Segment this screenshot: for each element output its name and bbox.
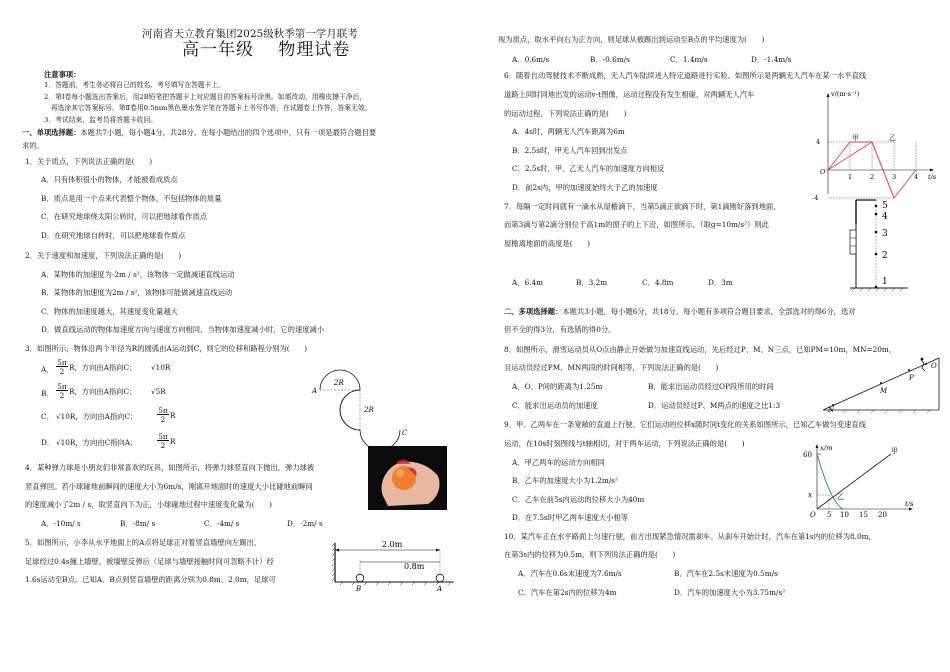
q4-option-b: B．-8m/ s	[120, 519, 156, 528]
q4-option-a: A．-10m/ s	[41, 519, 81, 528]
q8-label-m: M	[880, 387, 888, 395]
q4-option-c: C．-4m/ s	[204, 519, 240, 528]
q6-option-d: D．前2s内，甲的加速度始终大于乙的加速度	[512, 183, 658, 192]
q7-option-b: B．3.2m	[576, 278, 608, 287]
notes-heading: 注意事项：	[44, 70, 81, 79]
exam-title-line2: 高一年级 物理试卷	[182, 40, 351, 60]
q8-label-n: N	[828, 406, 835, 414]
right-column	[498, 0, 948, 672]
q4-line1: 4．某种弹力球是小朋友们非常喜欢的玩具，如图所示，将弹力球竖直向下抛出，弹力球被	[25, 463, 315, 472]
q10-option-d: D．汽车的加速度大小为3.75m/s²	[674, 588, 786, 597]
q4-line2: 竖直弹回。若小球碰地前瞬间的速度大小为6m/s，刚离开地面时的速度大小比碰地前瞬间	[25, 482, 313, 491]
q8-option-d: D．运动员经过P、M两点的速度之比1:3	[648, 401, 781, 410]
q5-line3: 1.6s运动至B点。已知A、B点到竖直墙壁的距离分别为0.8m、2.0m，足球可	[25, 575, 276, 584]
q9-tick-5: 5	[827, 511, 832, 519]
note-2: 2．第Ⅰ卷每小题选出答案后，用2B铅笔把答题卡上对应题目的答案标号涂黑。如需改动，用橡皮擦干净后，	[44, 93, 367, 101]
q2-option-c: C．物体的加速度越大，其速度变化量越大	[41, 307, 178, 316]
q6-ylabel: v/(m·s⁻¹)	[831, 90, 860, 98]
q8-slope-figure	[823, 356, 943, 414]
exam-title-line1: 河南省天立教育集团2025级秋季第一学月联考	[142, 28, 358, 40]
q8-label-p: P	[909, 374, 914, 382]
q6-line2: 道路上同时同地出发的运动v-t图像，运动过程没有发生相碰，对两辆无人汽车	[504, 90, 755, 99]
q6-line1: 6．随着自动驾驶技术不断成熟，无人汽车陆续进入特定道路进行实验。如图所示是两辆无人汽车在某一水平直线	[504, 71, 867, 80]
q9-tick-10: 10	[840, 511, 849, 519]
section1-heading: 一、单项选择题：	[22, 128, 81, 137]
q9-line1: 9．甲、乙两车在一条宽敞的直道上行驶，它们运动的位移x随时间t变化的关系如图所示，已知乙车做匀变速直线	[504, 420, 866, 429]
q8-line2: 且运动员经过PM、MN两段的时间相等，下列说法正确的是( )	[504, 363, 719, 372]
q7-option-a: A．6.4m	[512, 278, 544, 287]
q10-line1: 10．某汽车正在水平路面上匀速行驶，前方出现紧急情况需刹车。从刹车开始计时，汽车在第1s内的位移为8.0m，	[504, 532, 876, 541]
q5-label-b: B	[356, 585, 362, 593]
q3-label-c: C	[402, 429, 408, 437]
q6-tick-v-4: 4	[816, 138, 821, 146]
q7-drop-2: 2	[882, 251, 888, 261]
section1-intro	[22, 128, 376, 137]
q2-option-d: D．做直线运动的物体加速度方向与速度方向相同，当物体加速度减小时，它的速度减小	[41, 325, 325, 334]
q1-option-a: A．只有体积很小的物体，才能被看成质点	[41, 175, 178, 184]
section2-intro	[504, 307, 856, 316]
q5-distance-0.8m: 0.8m	[404, 562, 425, 571]
q6-label-yi: 乙	[889, 134, 896, 142]
q5-option-a: A．0.6m/s	[512, 55, 550, 64]
q9-option-a: A．甲乙两车的运动方向相同	[512, 458, 605, 467]
note-2b: 再选涂其它答案标号。第Ⅱ卷用0.5mm黑色墨水签字笔在答题卡上书写作答，在试题卷上作答，答案无效。	[44, 104, 372, 112]
q10-line2: 在第3s内的位移为0.5m，则下列说法正确的是( )	[504, 550, 676, 559]
q8-option-b: B．能求出运动员经过OP段所用的时间	[648, 382, 774, 391]
section2-intro2: 但不全的得3分，有选错的得0分。	[504, 325, 616, 334]
q9-xt-graph	[803, 443, 915, 519]
q9-xlabel: t/s	[905, 500, 914, 508]
q6-option-c: C．2.5s时，甲、乙无人汽车的加速度方向相反	[512, 164, 665, 173]
left-column: 河南省天立教育集团2025级秋季第一学月联考 高一年级 物理试卷 注意事项： 1．答题前，考生务必将自己的姓名、考号填写在答题卡上。 2．第Ⅰ卷每小题选出答案后，用2B铅笔把答题卡上对应题目的答案标号涂黑。如需改动，用橡皮擦干净后， 再选涂其它答案标号。第Ⅱ卷用0.5mm黑色墨水签字笔在答题卡上书写作答，在试题卷上作答，答案无效。 3．考试结束，监考员将答题卡收回。 一、单项选择题：本题共7小题，每小题4分，共28分。在每小题给出的四个选项中，只有一项是最符合题目要 求的。 1．关于质点，下列说法正确的是( ) A．只有体积很小的物体，才能被看成质点 B．质点是用一个点来代表整个物体，不包括物体的质量 C．在研究地球绕太阳公转时，可以把地球看作质点 D．在研究地球自转时，可以把地球看作质点 2．关于速度和加速度，下列说法正确的是( ) A．某物体的加速度为-2m / s²，该物体一定做减速直线运动 B．某物体的加速度为2m / s²，该物体可能做减速直线运动 C．物体的加速度越大，其速度变化量越大 D．做直线运动的物体加速度方向与速度方向相同，当物体加速度减小时，它的速度减小 3．如图所示，物体沿两个半径为R的圆弧由A运动到C，则它的位移和路程分别为( ) A． 5π 2 R，方向由A指向C； √10R B． 5π 2 R，方向由A指向C； √5R C． √10R，方向由A指向C； 5π 2 R D． √10R，方向由C指向A； 5π 2 R 2R 2R A C 4．某种弹力球是小朋友们非常喜欢的玩具，如图所示，将弹力球竖直向下抛出，弹力球被 竖直弹回。若小球碰地前瞬间的速度大小为6m/s，刚离开地面时的速度大小比碰地前瞬间 的速度减小了2m / s，取竖直向下为正，小球碰地过程中速度变化量为( ) A．-10m/ s B．-8m/ s C．-4m/ s D．-2m/ s 5．如图所示，小李从水平地面上的A点将足球正对着竖直墙壁向左踢出， 足球经过0.4s撞上墙壁，被墙壁反弹后（足球与墙壁接触时间可忽略不计）经 1.6s运动至B点。已知A、B点到竖直墙壁的距离分别为0.8m、2.0m，足球可 2.0m 0.8m B A	[22, 0, 472, 672]
q6-option-b: B．2.5s时，甲无人汽车回到出发点	[512, 146, 628, 155]
q3-label-a: A	[312, 387, 318, 395]
q6-label-jia: 甲	[852, 134, 859, 142]
q6-origin: O	[820, 168, 826, 176]
q3-stem: 3．如图所示，物体沿两个半径为R的圆弧由A运动到C，则它的位移和路程分别为( )	[25, 344, 308, 353]
q9-ylabel: x/m	[820, 444, 833, 452]
q9-option-d: D．在7.5s时甲乙两车速度大小相等	[512, 513, 629, 522]
q7-option-d: D．3m	[708, 278, 733, 287]
q2-option-a: A．某物体的加速度为-2m / s²，该物体一定做减速直线运动	[41, 270, 235, 279]
q1-option-c: C．在研究地球绕太阳公转时，可以把地球看作质点	[41, 212, 208, 221]
q9-tick-60: 60	[803, 451, 812, 459]
bouncy-ball-photo	[368, 446, 447, 510]
q4-option-d: D．-2m/ s	[287, 519, 323, 528]
q7-line3: 屋檐离地面的高度是( )	[504, 239, 590, 248]
q7-drop-4: 4	[882, 212, 888, 222]
note-3: 3．考试结束，监考员将答题卡收回。	[44, 116, 158, 124]
q6-tick-t-3: 3	[892, 173, 897, 181]
q8-option-c: C．能求出运动员的加速度	[512, 401, 598, 410]
q7-line1: 7．每隔一定时间就有一滴水从屋檐滴下，当第5滴正欲滴下时，第1滴刚好落到地面，	[504, 202, 781, 211]
q10-option-c: C．汽车在第2s内的位移为4m	[518, 588, 617, 597]
q9-label-yi: 乙	[837, 493, 844, 501]
q8-option-a: A．O、P间的距离为1.25m	[512, 382, 603, 391]
q6-tick-t-2: 2	[870, 173, 875, 181]
q9-option-c: C．乙车在前5s内运动的位移大小为40m	[512, 495, 645, 504]
q1-stem: 1．关于质点，下列说法正确的是( )	[25, 157, 153, 166]
q9-tick-x: x	[808, 491, 812, 499]
q5-option-b: B．-0.6m/s	[590, 55, 630, 64]
q6-option-a: A．4s时，两辆无人汽车距离为6m	[512, 127, 625, 136]
q10-option-a: A．汽车在0.6s末速度为7.6m/s	[518, 569, 622, 578]
q7-drop-5: 5	[882, 201, 888, 211]
q5-wall-ball-figure	[332, 538, 457, 593]
q9-tick-15: 15	[859, 511, 868, 519]
section1-intro-text: 本题共7小题，每小题4分，共28分。在每小题给出的四个选项中，只有一项是最符合题目要	[80, 128, 377, 137]
q5-label-a: A	[437, 585, 443, 593]
q4-line3: 的速度减小了2m / s，取竖直向下为正，小球碰地过程中速度变化量为( )	[25, 500, 273, 509]
q9-line2: 运动，在10s时刻图线与t轴相切，对于两车运动，下列说法正确的是( )	[504, 439, 745, 448]
q6-vt-graph	[812, 86, 946, 202]
q3-label-2r-bottom: 2R	[364, 406, 374, 414]
note-1: 1．答题前，考生务必将自己的姓名、考号填写在答题卡上。	[44, 81, 226, 89]
q7-line2: 而第3滴与第2滴分别位于高1m的窗子的上下沿，如图所示，（取g=10m/s²）则此	[504, 220, 769, 229]
section2-intro-text: 本题共3小题，每小题6分，共18分。每小题有多项符合题目要求，全部选对的得6分，选对	[562, 307, 856, 316]
q2-stem: 2．关于速度和加速度，下列说法正确的是( )	[25, 251, 182, 260]
q9-tick-20: 20	[878, 511, 887, 519]
q7-drop-3: 3	[882, 229, 888, 239]
q5-option-d: D．-1.4m/s	[751, 55, 792, 64]
q6-tick-v-minus4: -4	[812, 194, 819, 202]
q6-xlabel: t/s	[928, 173, 937, 181]
q1-option-b: B．质点是用一个点来代表整个物体，不包括物体的质量	[41, 194, 222, 203]
q5-option-c: C．1.4m/s	[670, 55, 708, 64]
section1-intro2: 求的。	[22, 141, 44, 150]
q2-option-b: B．某物体的加速度为2m / s²，该物体可能做减速直线运动	[41, 288, 233, 297]
q10-option-b: B．汽车在2.5s末速度为0.5m/s	[674, 569, 778, 578]
q7-option-c: C．4.8m	[642, 278, 674, 287]
q9-option-b: B．乙车的加速度大小为1.2m/s²	[512, 476, 618, 485]
q5-line2: 足球经过0.4s撞上墙壁，被墙壁反弹后（足球与墙壁接触时间可忽略不计）经	[25, 557, 274, 566]
q1-option-d: D．在研究地球自转时，可以把地球看作质点	[41, 231, 186, 240]
q5-distance-2m: 2.0m	[382, 540, 403, 549]
q9-label-jia: 甲	[891, 447, 898, 455]
section2-heading: 二、多项选择题：	[504, 307, 563, 316]
q6-tick-t-4: 4	[914, 173, 919, 181]
q8-line1: 8．如图所示，滑雪运动员从O点由静止开始做匀加速直线运动，先后经过P、M、N三点，已知PM=10m，MN=20m，	[504, 345, 897, 354]
q5-line1: 5．如图所示，小李从水平地面上的A点将足球正对着竖直墙壁向左踢出，	[25, 538, 262, 547]
q7-water-drops-figure	[848, 196, 928, 296]
q5-line4: 视为质点，取水平向右为正方向，则足球从被踢出到运动至B点的平均速度为( )	[498, 35, 765, 44]
q9-line-jia	[817, 454, 891, 509]
q9-origin: O	[810, 511, 816, 519]
q7-drop-1: 1	[882, 277, 888, 287]
q8-label-o: O	[931, 362, 937, 370]
q6-tick-t-1: 1	[848, 173, 853, 181]
q3-label-2r-top: 2R	[334, 379, 344, 387]
q6-line3: 的运动过程，下列说法正确的是( )	[504, 109, 627, 118]
